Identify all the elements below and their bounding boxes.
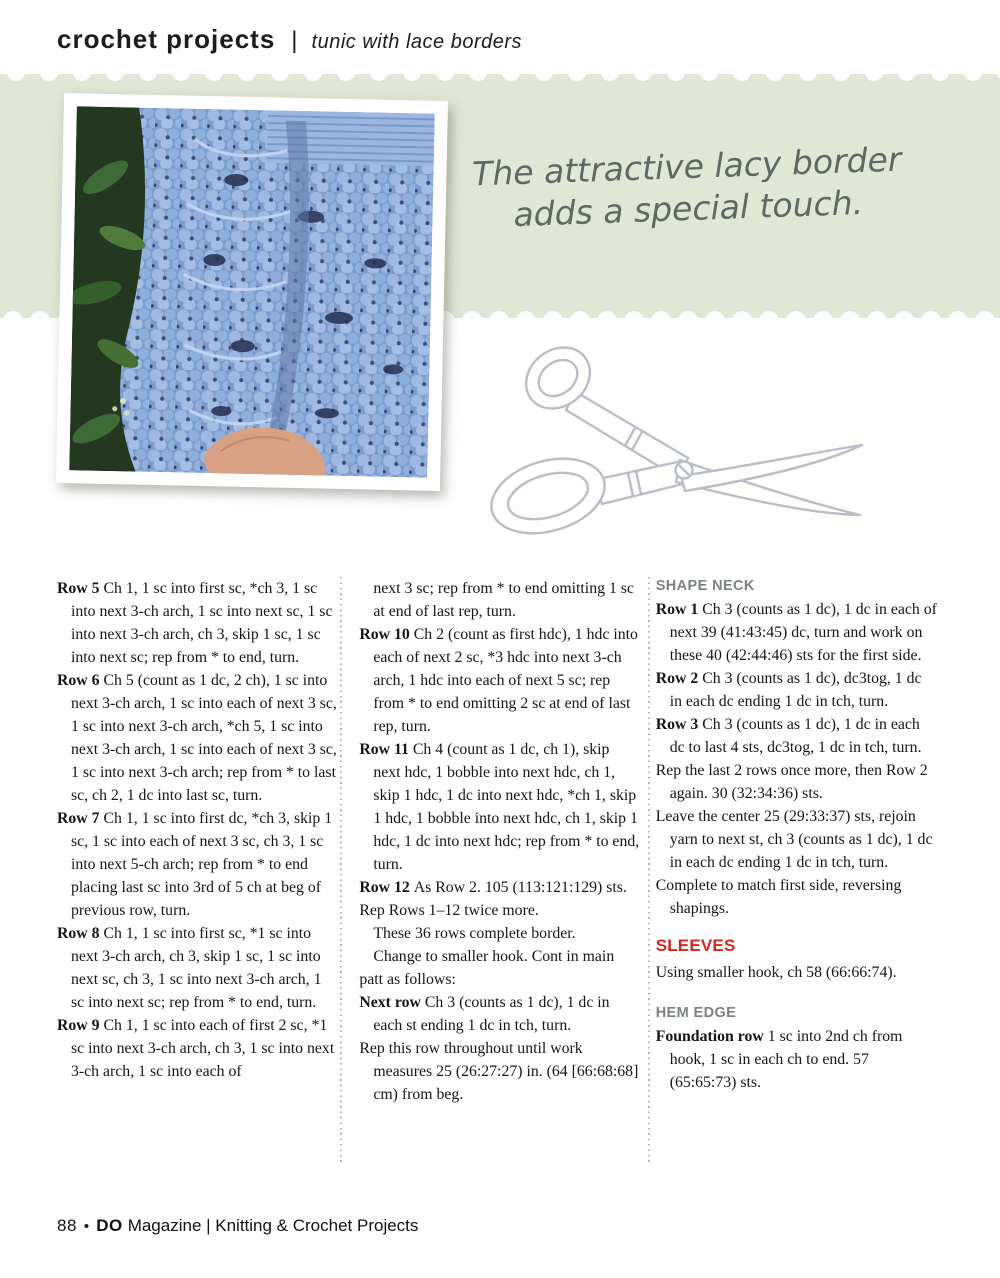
row-label: Row 11 — [359, 741, 413, 758]
pull-quote-line-2: adds a special touch. — [512, 182, 864, 235]
row-label: Row 9 — [57, 1017, 104, 1034]
magazine-name: DO — [96, 1216, 123, 1235]
footer-bullet: • — [83, 1218, 90, 1235]
pattern-paragraph: Next row Ch 3 (counts as 1 dc), 1 dc in each st ending 1 dc in tch, turn. — [359, 994, 610, 1034]
pattern-paragraph: Row 11 Ch 4 (count as 1 dc, ch 1), skip next hdc, 1 bobble into next hdc, ch 1, skip 1 hdc, 1 dc into next hdc, *ch 1, skip 1 hdc, 1 bobble into next hdc, ch 1, skip 1 hdc, 1 dc into next hdc; rep from * to end, turn. — [359, 741, 640, 873]
pattern-paragraph: Rep Rows 1–12 twice more. — [359, 902, 539, 919]
pattern-paragraph: Rep the last 2 rows once more, then Row 2 again. 30 (32:34:36) sts. — [655, 762, 928, 802]
tunic-photo — [56, 93, 448, 491]
pattern-paragraph: Row 1 Ch 3 (counts as 1 dc), 1 dc in each of next 39 (41:43:45) dc, turn and work on these 40 (42:44:46) sts for the first side. — [655, 601, 937, 664]
footer-title: Magazine | Knitting & Crochet Projects — [127, 1216, 419, 1235]
pattern-column-1 — [57, 577, 337, 1163]
pattern-column-2 — [359, 577, 639, 1163]
pattern-paragraph: Row 5 Ch 1, 1 sc into first sc, *ch 3, 1 sc into next 3-ch arch, 1 sc into next sc, 1 sc into next 3-ch arch, ch 3, skip 1 sc, 1 sc into next sc; rep from * to end, turn. — [57, 580, 333, 666]
pattern-paragraph: Foundation row 1 sc into 2nd ch from hook, 1 sc in each ch to end. 57 (65:65:73) sts. — [655, 1028, 903, 1091]
row-label: Row 10 — [359, 626, 414, 643]
scissors-icon — [476, 334, 896, 554]
page-title: tunic with lace borders — [311, 31, 523, 53]
pattern-column-3 — [656, 577, 937, 1163]
pattern-paragraph: Row 7 Ch 1, 1 sc into first dc, *ch 3, skip 1 sc, 1 sc into each of next 3 sc, ch 3, 1 sc into next 5-ch arch; rep from * to end placing last sc into 3rd of 5 ch at beg of previous row, turn. — [57, 810, 333, 919]
page-header — [57, 24, 522, 55]
pattern-paragraph: Row 3 Ch 3 (counts as 1 dc), 1 dc in each dc to last 4 sts, dc3tog, 1 dc in tch, turn. — [655, 716, 922, 756]
scissors-line-drawing — [476, 334, 896, 554]
row-label: Row 8 — [57, 925, 104, 942]
pattern-paragraph: Row 6 Ch 5 (count as 1 dc, 2 ch), 1 sc into next 3-ch arch, 1 sc into each of next 3 sc, 1 sc into next 3-ch arch, *ch 5, 1 sc into next 3-ch arch, 1 sc into each of next 3 sc, 1 sc into next 3-ch arch; rep from * to last sc, ch 2, 1 dc into last sc, turn. — [57, 672, 337, 804]
page-number: 88 — [57, 1216, 77, 1235]
shape-neck-heading: SHAPE NECK — [655, 578, 755, 594]
pattern-paragraph: Complete to match first side, reversing shapings. — [655, 877, 902, 917]
row-label: Row 12 — [359, 879, 414, 896]
sleeves-heading: SLEEVES — [655, 936, 736, 955]
section-label: crochet projects — [57, 24, 276, 54]
page-footer — [57, 1216, 418, 1236]
crochet-sleeve-illustration — [69, 106, 435, 477]
pattern-instructions — [57, 577, 937, 1163]
pull-quote-line-1: The attractive lacy border — [471, 139, 903, 194]
row-label: Row 2 — [655, 670, 703, 687]
pattern-paragraph: Row 12 As Row 2. 105 (113:121:129) sts. — [359, 879, 627, 896]
row-label: Row 6 — [57, 672, 104, 689]
row-label: Row 7 — [57, 810, 104, 827]
pattern-paragraph: Change to smaller hook. Cont in main patt as follows: — [359, 948, 615, 988]
row-label: Next row — [359, 994, 425, 1011]
row-label: Row 1 — [655, 601, 703, 618]
pattern-paragraph: Rep this row throughout until work measures 25 (26:27:27) in. (64 [66:68:68] cm) from beg. — [359, 1040, 639, 1103]
pattern-paragraph: Row 9 Ch 1, 1 sc into each of first 2 sc, *1 sc into next 3-ch arch, ch 3, 1 sc into next 3-ch arch, 1 sc into each of — [57, 1017, 335, 1080]
hem-edge-heading: HEM EDGE — [655, 1005, 737, 1021]
pattern-paragraph: Row 10 Ch 2 (count as first hdc), 1 hdc into each of next 2 sc, *3 hdc into next 3-ch arch, 1 hdc into each of next 5 sc; rep from * to end omitting 2 sc at end of last rep, turn. — [359, 626, 638, 735]
pattern-paragraph: Using smaller hook, ch 58 (66:66:74). — [655, 964, 897, 981]
column-divider-2 — [648, 577, 650, 1163]
row-label: Row 5 — [57, 580, 104, 597]
pattern-paragraph: Leave the center 25 (29:33:37) sts, rejoin yarn to next st, ch 3 (counts as 1 dc), 1 dc in each dc ending 1 dc in tch, turn. — [655, 808, 933, 871]
pattern-paragraph: Row 8 Ch 1, 1 sc into first sc, *1 sc into next 3-ch arch, ch 3, skip 1 sc, 1 sc into next sc, ch 3, 1 sc into next 3-ch arch, 1 sc into next sc; rep from * to end, turn. — [57, 925, 322, 1011]
column-divider-1 — [340, 577, 342, 1163]
pattern-paragraph: These 36 rows complete border. — [373, 925, 576, 942]
pattern-paragraph: Row 2 Ch 3 (counts as 1 dc), dc3tog, 1 dc in each dc ending 1 dc in tch, turn. — [655, 670, 922, 710]
row-label: Foundation row — [655, 1028, 768, 1045]
row-label: Row 3 — [655, 716, 703, 733]
pattern-paragraph: next 3 sc; rep from * to end omitting 1 sc at end of last rep, turn. — [373, 580, 634, 620]
header-separator: | — [291, 27, 298, 54]
